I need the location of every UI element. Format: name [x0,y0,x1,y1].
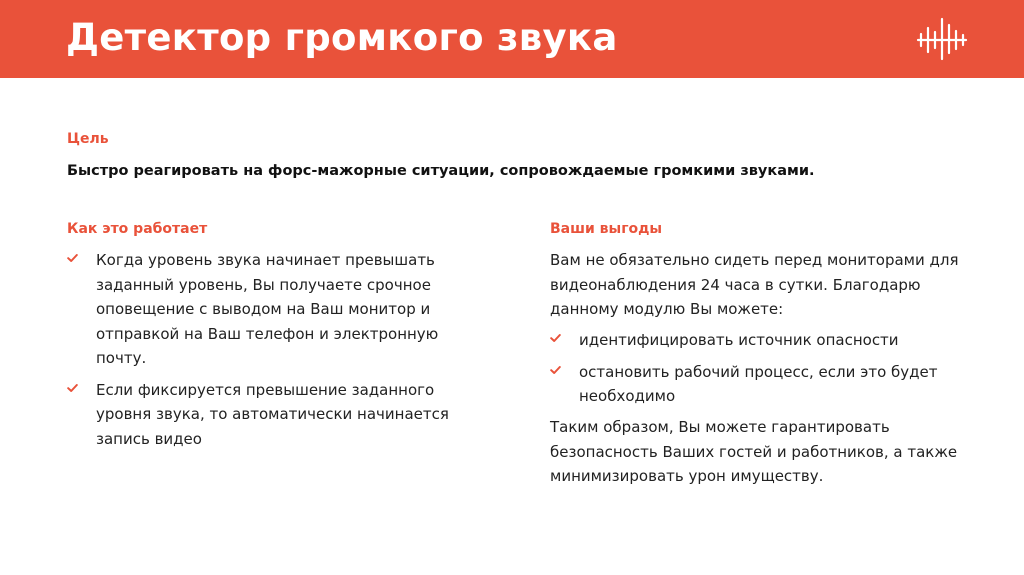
sound-wave-logo-icon [916,16,968,62]
benefits-label: Ваши выгоды [550,221,663,237]
header-bar [0,0,1024,78]
list-item [550,360,968,409]
benefits-intro: Вам не обязательно сидеть перед мониторами для видеонаблюдения 24 часа в сутки. Благодарю данному модулю Вы можете: [550,251,959,318]
benefits-list [550,328,968,416]
benefits-conclusion: Таким образом, Вы можете гарантировать безопасность Ваших гостей и работников, а также минимизировать урон имуществу. [550,418,958,485]
page-title: Детектор громкого звука [66,16,618,59]
list-item-text: Если фиксируется превышение заданного уровня звука, то автоматически начинается запись видео [96,380,449,448]
list-item [67,378,477,452]
check-icon [67,383,78,393]
list-item [550,328,968,353]
list-item-text: идентифицировать источник опасности [579,331,899,349]
check-icon [550,333,561,343]
list-item [67,248,477,371]
check-icon [67,253,78,263]
goal-text: Быстро реагировать на форс-мажорные ситуации, сопровождаемые громкими звуками. [67,163,815,179]
check-icon [550,365,561,375]
list-item-text: Когда уровень звука начинает превышать заданный уровень, Вы получаете срочное оповещение с выводом на Ваш монитор и отправкой на Ваш телефон и электронную почту. [96,251,439,367]
goal-label: Цель [67,131,109,147]
list-item-text: остановить рабочий процесс, если это будет необходимо [579,362,938,405]
how-it-works-label: Как это работает [67,221,208,237]
how-it-works-list [67,248,477,458]
